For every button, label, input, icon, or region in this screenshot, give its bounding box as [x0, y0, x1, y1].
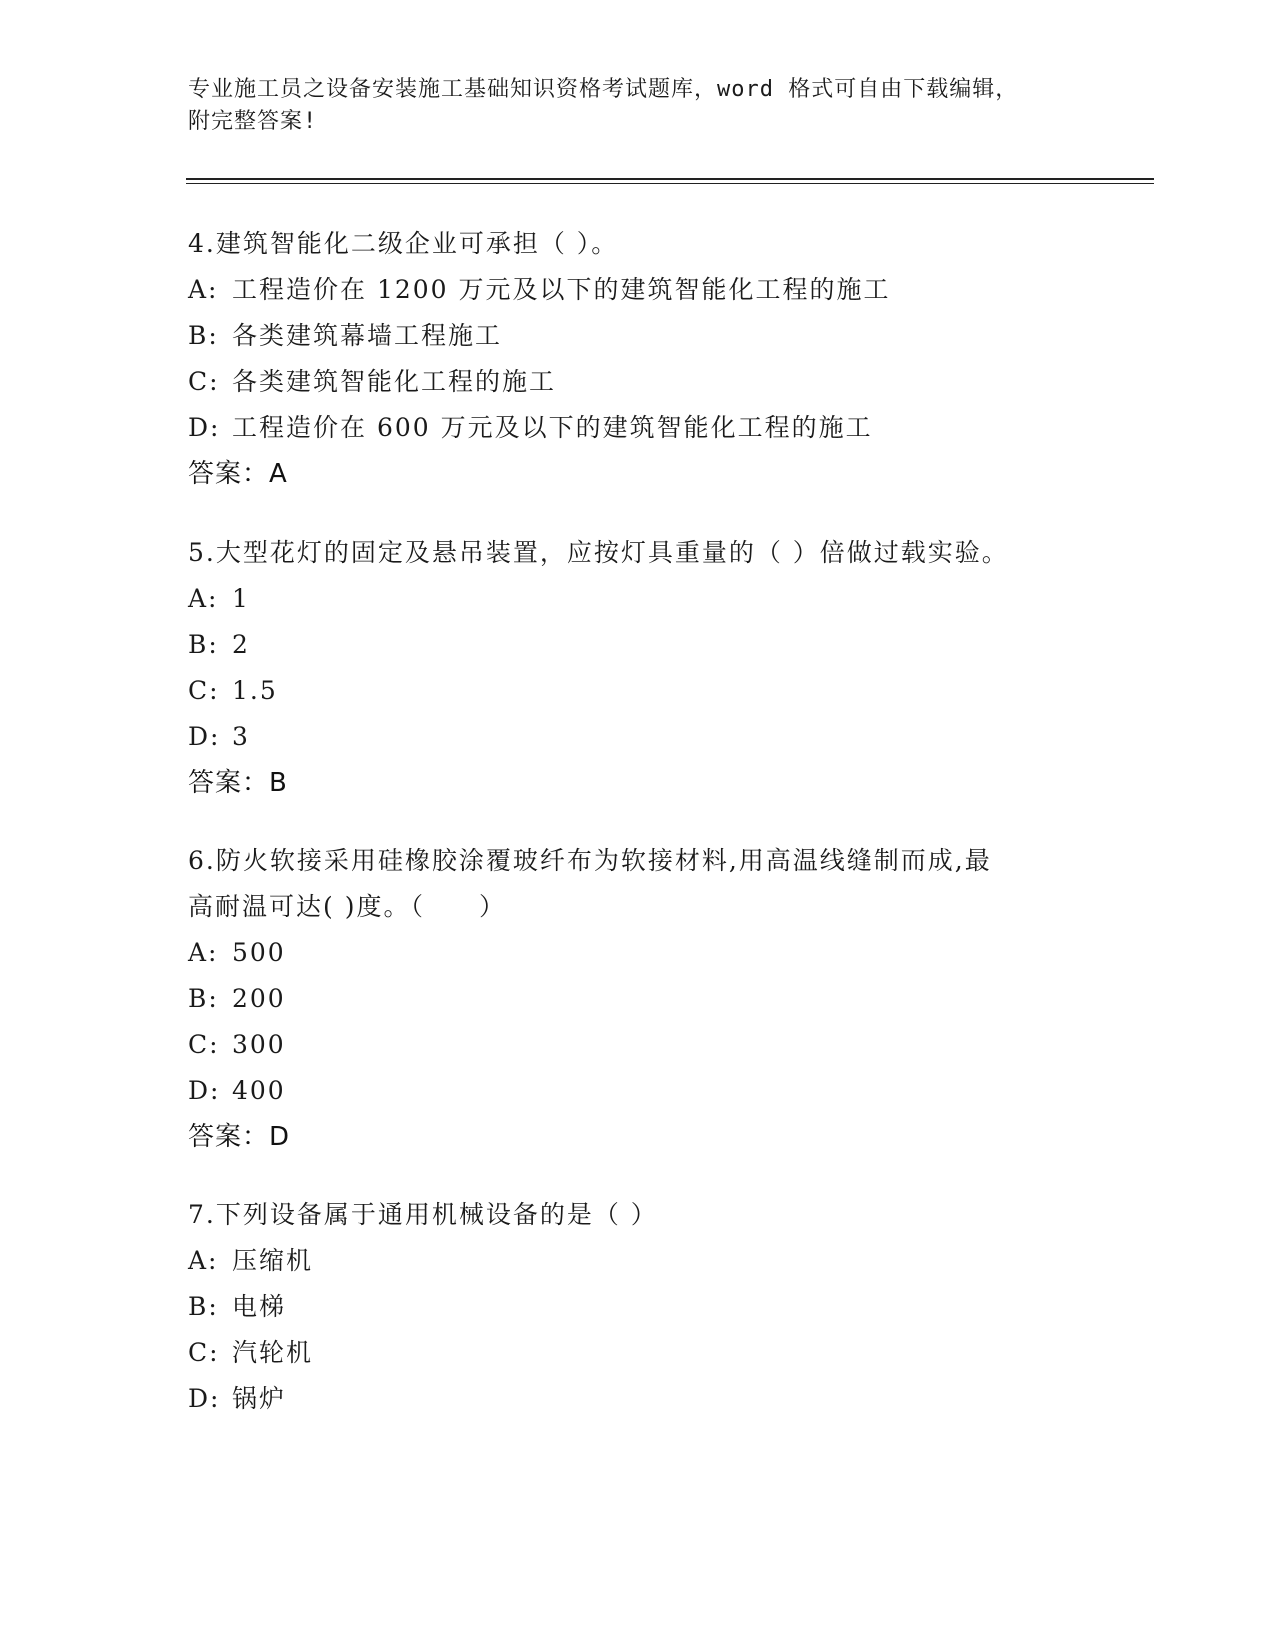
answer-label: 答案：B [188, 768, 288, 798]
option-d [188, 405, 1088, 451]
option-text: 汽轮机 [232, 1338, 314, 1367]
document-header [188, 74, 1088, 138]
option-letter: C: [188, 367, 220, 396]
option-letter: D: [188, 413, 221, 442]
option-text: 电梯 [232, 1292, 287, 1321]
option-letter: D: [188, 1384, 221, 1413]
option-text: 1.5 [232, 676, 278, 705]
option-letter: C: [188, 1030, 220, 1059]
option-a [188, 1238, 1088, 1284]
option-a [188, 576, 1088, 622]
option-d [188, 1068, 1088, 1114]
option-b [188, 313, 1088, 359]
header-line-1: 专业施工员之设备安装施工基础知识资格考试题库，word 格式可自由下载编辑， [188, 77, 1019, 102]
question-stem-line-1: 6.防火软接采用硅橡胶涂覆玻纤布为软接材料,用高温线缝制而成,最 [188, 846, 992, 875]
option-c [188, 668, 1088, 714]
option-letter: A: [188, 1246, 219, 1275]
option-letter: B: [188, 630, 219, 659]
option-text: 300 [232, 1030, 286, 1059]
option-c [188, 1022, 1088, 1068]
answer-label: 答案：D [188, 1122, 291, 1152]
option-text: 2 [232, 630, 250, 659]
option-a [188, 267, 1088, 313]
option-text: 400 [232, 1076, 286, 1105]
option-letter: A: [188, 584, 219, 613]
header-divider-thick [186, 178, 1154, 180]
option-text: 压缩机 [232, 1246, 314, 1275]
question-stem: 5.大型花灯的固定及悬吊装置，应按灯具重量的（ ）倍做过载实验。 [188, 538, 1009, 567]
option-text: 各类建筑智能化工程的施工 [232, 367, 557, 396]
option-letter: D: [188, 1076, 221, 1105]
question-4 [188, 221, 1088, 497]
option-letter: B: [188, 321, 219, 350]
question-7 [188, 1192, 1088, 1422]
question-5 [188, 530, 1088, 806]
option-c [188, 359, 1088, 405]
option-d [188, 1376, 1088, 1422]
option-letter: B: [188, 984, 219, 1013]
option-b [188, 622, 1088, 668]
option-text: 200 [232, 984, 286, 1013]
option-text: 各类建筑幕墙工程施工 [232, 321, 503, 350]
option-letter: A: [188, 275, 219, 304]
option-d [188, 714, 1088, 760]
option-text: 1 [232, 584, 250, 613]
option-letter: A: [188, 938, 219, 967]
option-letter: B: [188, 1292, 219, 1321]
option-a [188, 930, 1088, 976]
option-b [188, 1284, 1088, 1330]
question-stem-line-2: 高耐温可达( )度。（ ） [188, 892, 506, 921]
question-stem: 4.建筑智能化二级企业可承担（ ）。 [188, 229, 619, 258]
option-text: 工程造价在 1200 万元及以下的建筑智能化工程的施工 [232, 275, 891, 304]
option-letter: C: [188, 1338, 220, 1367]
option-text: 锅炉 [232, 1384, 287, 1413]
option-letter: C: [188, 676, 220, 705]
option-c [188, 1330, 1088, 1376]
option-b [188, 976, 1088, 1022]
header-divider-thin [186, 183, 1154, 184]
question-stem: 7.下列设备属于通用机械设备的是（ ） [188, 1200, 658, 1229]
header-line-2: 附完整答案! [188, 109, 318, 134]
option-text: 工程造价在 600 万元及以下的建筑智能化工程的施工 [232, 413, 873, 442]
option-letter: D: [188, 722, 221, 751]
answer-label: 答案：A [188, 459, 288, 489]
option-text: 500 [232, 938, 286, 967]
question-6 [188, 838, 1088, 1160]
option-text: 3 [232, 722, 250, 751]
